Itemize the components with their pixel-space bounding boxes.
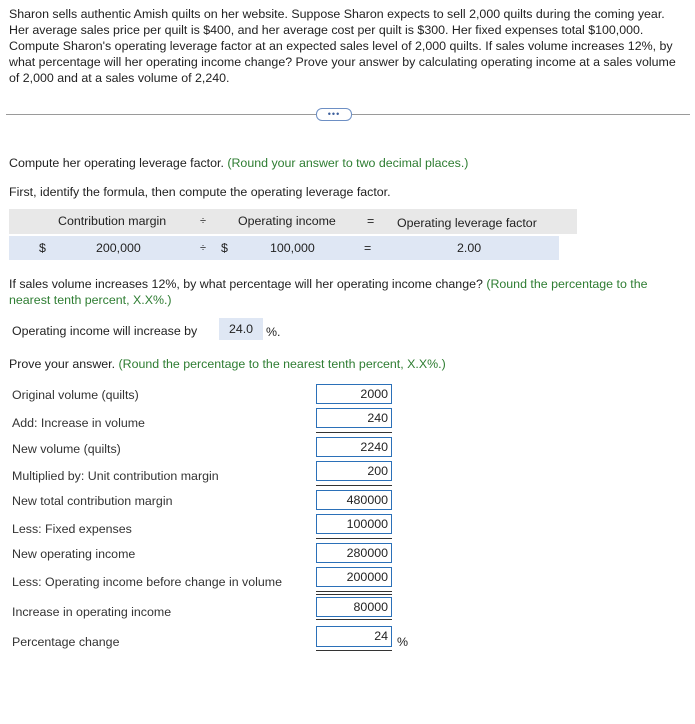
subtotal-rule <box>316 538 392 539</box>
row-equals-sign: = <box>364 241 372 255</box>
header-divide-sign: ÷ <box>200 215 207 227</box>
part2-hint: (Round the percentage to the nearest tenth percent, X.X%.) <box>9 277 648 307</box>
header-contribution-margin: Contribution margin <box>58 214 167 228</box>
formula-prompt: First, identify the formula, then compute the operating leverage factor. <box>9 185 391 199</box>
part1-instruction-text: Compute her operating leverage factor. <box>9 156 224 170</box>
operating-income-currency: $ <box>221 241 228 255</box>
header-operating-income: Operating income <box>238 214 336 228</box>
header-equals-sign: = <box>367 214 375 228</box>
unit-cm-label: Multiplied by: Unit contribution margin <box>12 469 219 483</box>
subtotal-rule <box>316 485 392 486</box>
total-rule <box>316 650 392 651</box>
subtotal-rule <box>316 591 392 592</box>
percentage-change-label: Percentage change <box>12 635 120 649</box>
formula-header-row <box>9 209 577 234</box>
part3-instruction <box>9 357 446 371</box>
subtotal-rule <box>316 432 392 433</box>
percentage-change-unit: % <box>397 635 409 649</box>
row-divide-sign: ÷ <box>200 242 207 254</box>
increase-volume-label: Add: Increase in volume <box>12 416 145 430</box>
new-operating-income-label: New operating income <box>12 547 136 561</box>
original-volume-label: Original volume (quilts) <box>12 388 139 402</box>
formula-value-row <box>9 236 559 260</box>
new-operating-income-input[interactable]: 280000 <box>316 543 392 563</box>
original-volume-input[interactable]: 2000 <box>316 384 392 404</box>
increase-answer-label: Operating income will increase by <box>12 324 198 338</box>
part2-question-text: If sales volume increases 12%, by what percentage will her operating income change? <box>9 277 483 291</box>
unit-cm-input[interactable]: 200 <box>316 461 392 481</box>
part1-hint: (Round your answer to two decimal places.) <box>227 156 469 170</box>
total-rule <box>316 619 392 620</box>
contribution-margin-input[interactable]: 200,000 <box>96 241 141 255</box>
part3-hint: (Round the percentage to the nearest tenth percent, X.X%.) <box>118 357 446 371</box>
increase-operating-income-input[interactable]: 80000 <box>316 597 392 617</box>
new-total-cm-label: New total contribution margin <box>12 494 173 508</box>
operating-income-input[interactable]: 100,000 <box>270 241 315 255</box>
increase-percentage-input[interactable]: 24.0 <box>219 318 263 340</box>
contribution-margin-currency: $ <box>39 241 46 255</box>
problem-statement: Sharon sells authentic Amish quilts on her website. Suppose Sharon expects to sell 2,000 quilts during the coming year. Her average sales price per quilt is $400, and her average cost per quilt is $300. Her fixed expenses total $100,000. Compute Sharon's operating leverage factor at an expected sales level of 2,000 quilts. If sales volume increases 12%, by what percentage will her operating income change? Prove your answer by calculating operating income at a sales volume of 2,000 and at a sales volume of 2,240. <box>9 7 676 85</box>
expand-more-button[interactable]: ••• <box>316 108 352 121</box>
increase-operating-income-label: Increase in operating income <box>12 605 172 619</box>
part2-question <box>9 276 685 308</box>
part3-instruction-text: Prove your answer. <box>9 357 116 371</box>
increase-volume-input[interactable]: 240 <box>316 408 392 428</box>
operating-leverage-factor-input[interactable]: 2.00 <box>457 241 482 255</box>
new-volume-label: New volume (quilts) <box>12 442 121 456</box>
fixed-expenses-label: Less: Fixed expenses <box>12 522 132 536</box>
percentage-change-input[interactable]: 24 <box>316 626 392 647</box>
part1-instruction <box>9 156 468 170</box>
increase-percent-unit: %. <box>266 325 281 339</box>
prior-operating-income-label: Less: Operating income before change in volume <box>12 575 282 589</box>
total-rule <box>316 594 392 595</box>
header-operating-leverage-factor: Operating leverage factor <box>397 216 537 230</box>
fixed-expenses-input[interactable]: 100000 <box>316 514 392 534</box>
new-total-cm-input[interactable]: 480000 <box>316 490 392 510</box>
prior-operating-income-input[interactable]: 200000 <box>316 567 392 587</box>
new-volume-input[interactable]: 2240 <box>316 437 392 457</box>
